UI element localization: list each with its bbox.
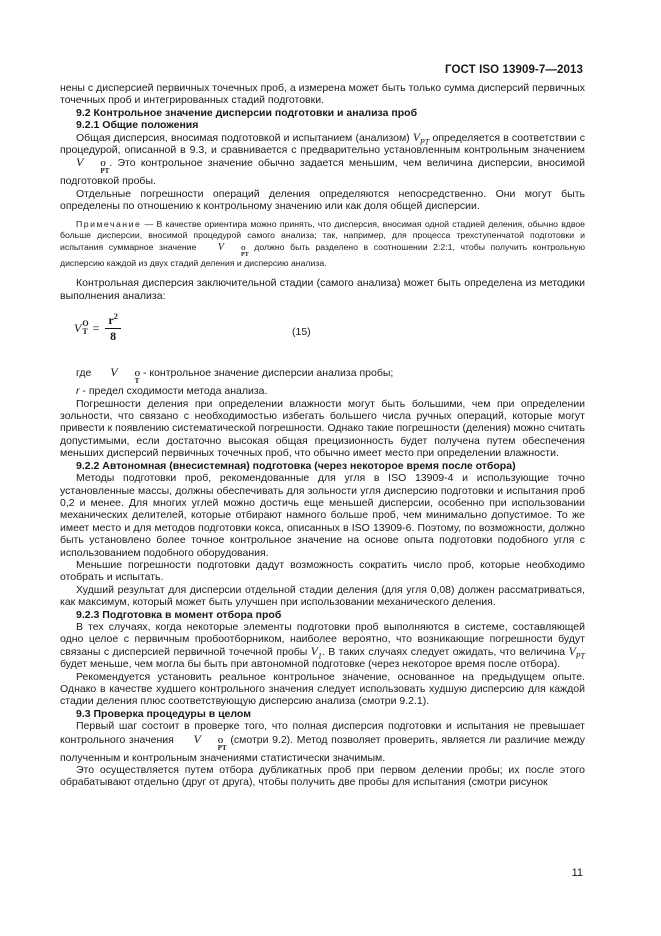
- formula-fraction: $\frac{r^2}{8}$: [105, 314, 121, 342]
- section-heading-9-3: 9.3 Проверка процедуры в целом: [76, 707, 251, 720]
- paragraph: В тех случаях, когда некоторые элементы подготовки проб выполняются в системе, составляющей одно целое с первичным пробоотборником, наиболее вероятно, что возникающие погрешности будут связаны с дисперсией первичной точечной пробы $V_1$. В таких случаях следует ожидать, что величина $V_{PT}$ будет меньше, чем могла бы быть при автономной подготовке (через некоторое время после отбора).: [60, 620, 585, 671]
- note: Примечание — В качестве ориентира можно принять, что дисперсия, вносимая одной стадией деления, обычно вдвое больше дисперсии, вносимой процедурой самого анализа; так, например, для процесса трехступенчатой подготовки и испытания суммарное значение V O PT должно быть разделено в соотношении 2:2:1, чтобы получить контрольную дисперсию каждой из двух стадий деления и дисперсию анализа.: [60, 218, 585, 268]
- symbol-v-pt-o: V O PT: [76, 155, 110, 176]
- page-number: 11: [571, 867, 583, 879]
- symbol-v-pt-o: V O PT: [193, 731, 227, 752]
- section-heading-9-2-1: 9.2.1 Общие положения: [76, 119, 199, 132]
- paragraph: Методы подготовки проб, рекомендованные для угля в ISO 13909-4 и использующие точно установленные массы, должны обеспечивать для зольности угля дисперсию подготовки и испытания проб 0,2 и менее. Для многих углей можно достичь еще меньшей дисперсии, особенно при использовании механических делителей, которые отбирают намного больше проб, чем минимально допустимое. То же имеет место и для методов подготовки кокса, описанных в ISO 13909-6. Поэтому, по возможности, должно быть установлено более точное контрольное значение на основе опыта подготовки подобного угля с использованием подобного оборудования.: [60, 472, 585, 559]
- paragraph: где V O T - контрольное значение дисперсии анализа пробы;: [76, 365, 394, 386]
- section-heading-9-2-2: 9.2.2 Автономная (внесистемная) подготовка (через некоторое время после отбора): [76, 459, 516, 472]
- paragraph: Это осуществляется путем отбора дубликатных проб при первом делении пробы; их после этого обрабатывают отдельно (друг от друга), чтобы получить две пробы для испытания (смотри рисунок: [60, 764, 585, 789]
- formula-expression: V O T = $\frac{r^2}{8}$: [74, 314, 121, 342]
- paragraph: Общая дисперсия, вносимая подготовкой и испытанием (анализом) $V_{PT}$ определяется в соответствии с процедурой, описанной в 9.3, и сравнивается с предварительно установленным контрольным значением V O PT . Это контрольное значение обычно задается меньшим, чем величина дисперсии, вносимой подготовкой пробы.: [60, 131, 586, 188]
- paragraph: Отдельные погрешности операций деления определяются непосредственно. Они могут быть определены по отношению к контрольному значению или как доля общей дисперсии.: [60, 187, 585, 213]
- paragraph: нены с дисперсией первичных точечных проб, а измерена может быть только сумма дисперсий первичных точечных проб и интегрированных стадий подготовки.: [60, 82, 585, 107]
- equation-number: (15): [292, 326, 311, 339]
- paragraph: Контрольная дисперсия заключительной стадии (самого анализа) может быть определена из методики выполнения анализа:: [60, 277, 585, 302]
- symbol-v-pt-o: V O PT: [217, 241, 249, 258]
- section-heading-9-2: 9.2 Контрольное значение дисперсии подготовки и анализа проб: [76, 106, 418, 119]
- paragraph: Худший результат для дисперсии отдельной стадии деления (для угля 0,08) должен рассматриваться, как максимум, который может быть улучшен при использовании механического деления.: [60, 583, 585, 609]
- paragraph: r - предел сходимости метода анализа.: [76, 385, 268, 398]
- symbol-v-1: $V_1$: [310, 645, 322, 661]
- paragraph: Первый шаг состоит в проверке того, что полная дисперсия подготовки и испытания не превышает контрольного значения V O PT (смотри 9.2). Метод позволяет проверить, является ли различие между полученным и контрольным значениями статистически значимым.: [60, 720, 585, 764]
- paragraph: Погрешности деления при определении влажности могут быть большими, чем при определении зольности, что связано с необходимостью избегать большего числа ручных операций, которые могут привести к появлению систематической погрешности. Однако такие погрешности (деления) можно считать допустимыми, если достаточно высокая общая прецизионность будет получена путем обеспечения меньших дисперсий первичных точечных проб, что обычно имеет место при определении влажности.: [60, 397, 585, 460]
- document-header: ГОСТ ISO 13909-7—2013: [445, 64, 583, 76]
- document-body: [60, 82, 585, 789]
- paragraph: Меньшие погрешности подготовки дадут возможность сократить число проб, которые необходимо отобрать и испытать.: [60, 558, 585, 584]
- section-heading-9-2-3: 9.2.3 Подготовка в момент отбора проб: [76, 608, 282, 621]
- formula-15: [60, 308, 585, 366]
- paragraph: Рекомендуется установить реальное контрольное значение, основанное на предыдущем опыте. Однако в качестве худшего контрольного значения следует использовать худшую дисперсию для каждой стадии деления плюс соответствующую дисперсию анализа (смотри 9.2.1).: [60, 670, 585, 708]
- symbol-v-pt: $V_{PT}$: [412, 131, 430, 146]
- symbol-v-pt: $V_{PT}$: [568, 645, 585, 661]
- symbol-v-t-o: V O T: [110, 365, 141, 386]
